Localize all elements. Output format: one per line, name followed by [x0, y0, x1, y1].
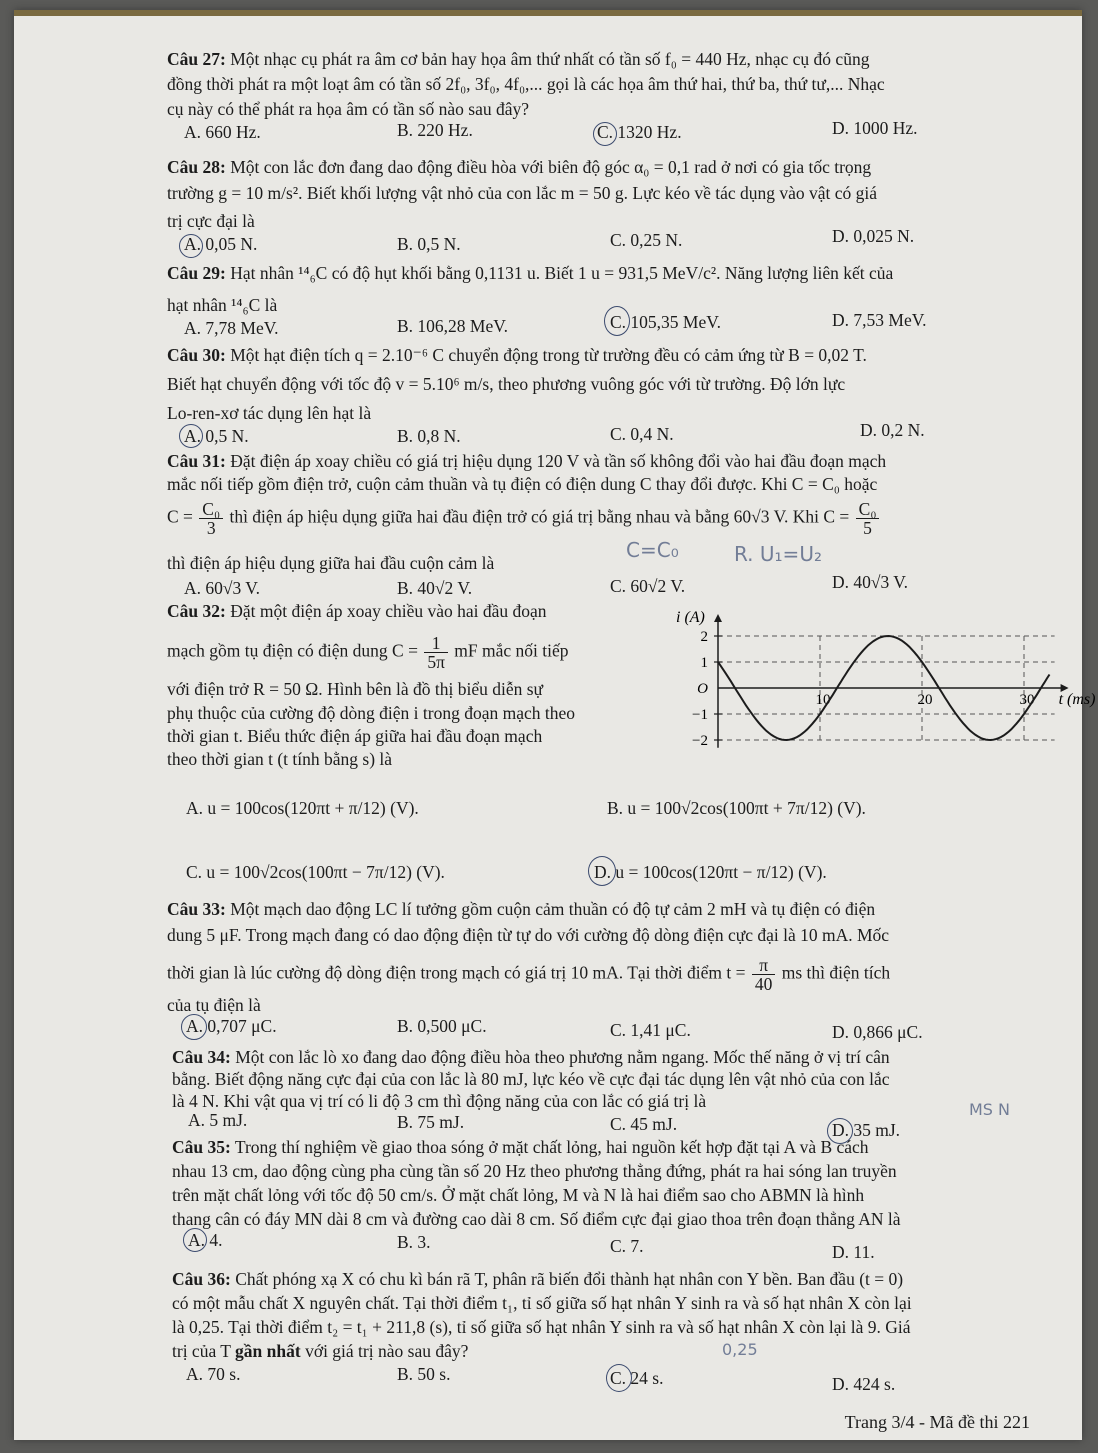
q35-option-a: A. 4. — [188, 1230, 223, 1250]
x-tick-label: 10 — [815, 692, 831, 708]
x-tick-label: 20 — [917, 692, 933, 708]
q31-line3: C = $\frac{\text{C₀}}{3}$ thì điện áp hiệu dụng giữa hai đầu điện trở có giá trị bằng nhau và bằng 60√3 V. Khi C = $\frac{\text{C₀}}{5}$ — [167, 500, 881, 537]
q33-line1: Câu 33: Một mạch dao động LC lí tưởng gồm cuộn cảm thuần có độ tự cảm 2 mH và tụ điện có điện — [167, 899, 876, 919]
q31-line2: mắc nối tiếp gồm điện trở, cuộn cảm thuần và tụ điện có điện dung C thay đổi được. Khi C = C₀ hoặc — [167, 474, 878, 494]
q31-line1: Câu 31: Đặt điện áp xoay chiều có giá trị hiệu dụng 120 V và tần số không đổi vào hai đầu đoạn mạch — [167, 451, 887, 471]
q35-option-d: D. 11. — [832, 1242, 875, 1262]
y-tick-label: 1 — [700, 655, 708, 671]
q32-option-a: A. u = 100cos(120πt + π/12) (V). — [186, 798, 419, 818]
q32-line3: với điện trở R = 50 Ω. Hình bên là đồ thị biểu diễn sự — [167, 679, 544, 699]
q34-option-c: C. 45 mJ. — [610, 1114, 678, 1134]
q30-option-b: B. 0,8 N. — [397, 426, 461, 446]
exam-page — [14, 10, 1096, 1440]
q31-option-d: D. 40√3 V. — [832, 572, 909, 592]
answer-circle-30 — [179, 424, 203, 448]
q28-option-b: B. 0,5 N. — [397, 234, 461, 254]
fraction-c0-5: $\frac{\text{C₀}}{5}$ — [856, 500, 880, 537]
q33-option-d: D. 0,866 μC. — [832, 1022, 923, 1042]
q28-line3: trị cực đại là — [167, 211, 255, 231]
y-axis-label: i (A) — [676, 609, 705, 626]
q29-line1: Câu 29: Hạt nhân ¹⁴₆C có độ hụt khối bằng 0,1131 u. Biết 1 u = 931,5 MeV/c². Năng lượng liên kết của — [167, 263, 894, 283]
q28-option-d: D. 0,025 N. — [832, 226, 915, 246]
handwritten-note: R. U₁=U₂ — [734, 542, 822, 566]
q32-line5: thời gian t. Biểu thức điện áp giữa hai đầu đoạn mạch — [167, 726, 543, 746]
q30-line2: Biết hạt chuyển động với tốc độ v = 5.10⁶ m/s, theo phương vuông góc với từ trường. Độ lớn lực — [167, 374, 846, 394]
q36-line2: có một mẫu chất X nguyên chất. Tại thời điểm t₁, tỉ số giữa số hạt nhân Y sinh ra và số hạt nhân X còn lại — [172, 1293, 912, 1313]
q36-option-a: A. 70 s. — [186, 1364, 241, 1384]
q31-option-a: A. 60√3 V. — [184, 578, 261, 598]
q29-option-d: D. 7,53 MeV. — [832, 310, 927, 330]
chart-axes — [714, 614, 1069, 748]
answer-circle-28 — [179, 234, 203, 258]
x-tick-label: 30 — [1019, 692, 1035, 708]
q32-option-d: D. u = 100cos(120πt − π/12) (V). — [594, 862, 827, 882]
q32-line6: theo thời gian t (t tính bằng s) là — [167, 749, 393, 769]
q32-line2: mạch gồm tụ điện có điện dung C = $\frac{1}{5\pi}$ mF mắc nối tiếp — [167, 633, 569, 672]
answer-circle-32 — [588, 856, 616, 886]
q34-option-a: A. 5 mJ. — [188, 1110, 248, 1130]
q33-option-a: A. 0,707 μC. — [186, 1016, 277, 1036]
q34-option-d: D. 35 mJ. — [832, 1120, 901, 1140]
q33-option-b: B. 0,500 μC. — [397, 1016, 487, 1036]
q30-line1: Câu 30: Một hạt điện tích q = 2.10⁻⁶ C chuyển động trong từ trường đều có cảm ứng từ B = 0,02 T. — [167, 345, 867, 365]
answer-circle-33 — [181, 1014, 207, 1040]
q35-line3: trên mặt chất lỏng với tốc độ 50 cm/s. Ở mặt chất lỏng, M và N là hai điểm sao cho ABMN là hình — [172, 1185, 865, 1205]
page-top-edge — [14, 10, 1082, 16]
q29-option-a: A. 7,78 MeV. — [184, 318, 279, 338]
current-vs-time-chart — [666, 608, 1096, 758]
q29-line2: hạt nhân ¹⁴₆C là — [167, 295, 278, 315]
q32-option-c: C. u = 100√2cos(100πt − 7π/12) (V). — [186, 862, 445, 882]
y-tick-label: −1 — [692, 707, 708, 723]
q36-line4: trị của T gần nhất với giá trị nào sau đây? — [172, 1341, 469, 1361]
q32-option-b: B. u = 100√2cos(100πt + 7π/12) (V). — [607, 798, 866, 818]
q34-line1: Câu 34: Một con lắc lò xo đang dao động điều hòa theo phương nằm ngang. Mốc thế năng ở vị trí cân — [172, 1047, 890, 1067]
page-footer: Trang 3/4 - Mã đề thi 221 — [844, 1412, 1030, 1432]
y-tick-label: −2 — [692, 733, 708, 749]
q32-line4: phụ thuộc của cường độ dòng điện i trong đoạn mạch theo — [167, 703, 576, 723]
q32-line1: Câu 32: Đặt một điện áp xoay chiều vào hai đầu đoạn — [167, 601, 547, 621]
q34-line2: bằng. Biết động năng cực đại của con lắc là 80 mJ, lực kéo về cực đại tác dụng lên vật nhỏ của con lắc — [172, 1069, 890, 1089]
q35-line2: nhau 13 cm, dao động cùng pha cùng tần số 20 Hz theo phương thẳng đứng, phát ra hai sóng lan truyền — [172, 1161, 897, 1181]
fraction-c0-3: $\frac{\text{C₀}}{3}$ — [199, 500, 223, 537]
y-tick-label: 2 — [700, 629, 708, 645]
q33-line3: thời gian là lúc cường độ dòng điện trong mạch có giá trị 10 mA. Tại thời điểm t = $\frac{\pi}{40}$ ms thì điện tích — [167, 955, 891, 994]
q30-option-a: A. 0,5 N. — [184, 426, 249, 446]
q33-line2: dung 5 μF. Trong mạch đang có dao động điện từ tự do với cường độ dòng điện cực đại là 10 mA. Mốc — [167, 925, 890, 945]
q30-option-c: C. 0,4 N. — [610, 424, 674, 444]
q28-line1: Câu 28: Một con lắc đơn đang dao động điều hòa với biên độ góc α₀ = 0,1 rad ở nơi có gia tốc trọng — [167, 157, 872, 177]
q30-option-d: D. 0,2 N. — [860, 420, 925, 440]
q33-option-c: C. 1,41 μC. — [610, 1020, 691, 1040]
answer-circle-35 — [183, 1228, 207, 1252]
q36-option-b: B. 50 s. — [397, 1364, 451, 1384]
answer-circle-36 — [606, 1364, 632, 1392]
q35-option-c: C. 7. — [610, 1236, 644, 1256]
q33-line4: của tụ điện là — [167, 995, 261, 1015]
y-axis-arrow — [714, 614, 722, 622]
q30-line3: Lo-ren-xơ tác dụng lên hạt là — [167, 403, 372, 423]
fraction-pi-40: $\frac{\pi}{40}$ — [752, 956, 776, 993]
q27-option-b: B. 220 Hz. — [397, 120, 473, 140]
q28-option-a: A. 0,05 N. — [184, 234, 258, 254]
q27-line3: cụ này có thể phát ra họa âm có tần số nào sau đây? — [167, 99, 530, 119]
q35-option-b: B. 3. — [397, 1232, 431, 1252]
q27-option-d: D. 1000 Hz. — [832, 118, 918, 138]
handwritten-note: 0,25 — [722, 1340, 758, 1359]
handwritten-note: MS N — [969, 1100, 1011, 1119]
q31-option-c: C. 60√2 V. — [610, 576, 686, 596]
q36-option-c: C. 24 s. — [610, 1368, 664, 1388]
chart-ticks — [692, 629, 1034, 749]
q29-option-b: B. 106,28 MeV. — [397, 316, 509, 336]
q35-line1: Câu 35: Trong thí nghiệm về giao thoa sóng ở mặt chất lỏng, hai nguồn kết hợp đặt tại A và B cách — [172, 1137, 869, 1157]
answer-circle-29 — [604, 306, 630, 336]
q36-option-d: D. 424 s. — [832, 1374, 896, 1394]
q27-line1: Câu 27: Một nhạc cụ phát ra âm cơ bản hay họa âm thứ nhất có tần số f₀ = 440 Hz, nhạc cụ đó cũng — [167, 49, 870, 69]
q28-line2: trường g = 10 m/s². Biết khối lượng vật nhỏ của con lắc m = 50 g. Lực kéo về tác dụng vào vật có giá — [167, 183, 878, 203]
q28-option-c: C. 0,25 N. — [610, 230, 683, 250]
q36-line1: Câu 36: Chất phóng xạ X có chu kì bán rã T, phân rã biến đổi thành hạt nhân con Y bền. Ban đầu (t = 0) — [172, 1269, 904, 1289]
q35-line4: thang cân có đáy MN dài 8 cm và đường cao dài 8 cm. Số điểm cực đại giao thoa trên đoạn thẳng AN là — [172, 1209, 901, 1229]
q31-line4: thì điện áp hiệu dụng giữa hai đầu cuộn cảm là — [167, 553, 495, 573]
q31-option-b: B. 40√2 V. — [397, 578, 473, 598]
x-axis-label: t (ms) — [1058, 691, 1096, 708]
q34-option-b: B. 75 mJ. — [397, 1112, 465, 1132]
q27-option-a: A. 660 Hz. — [184, 122, 261, 142]
q27-line2: đồng thời phát ra một loạt âm có tần số 2f₀, 3f₀, 4f₀,... gọi là các họa âm thứ hai, thứ ba, thứ tư,... Nhạc — [167, 74, 885, 94]
fraction-1-5pi: $\frac{1}{5\pi}$ — [424, 634, 448, 671]
answer-circle-27 — [593, 122, 617, 146]
q36-line3: là 0,25. Tại thời điểm t₂ = t₁ + 211,8 (s), tỉ số giữa số hạt nhân Y sinh ra và số hạt nhân X còn lại là 9. Giá — [172, 1317, 911, 1337]
q34-line3: là 4 N. Khi vật qua vị trí có li độ 3 cm thì động năng của con lắc có giá trị là — [172, 1091, 707, 1111]
handwritten-note: C=C₀ — [626, 538, 679, 562]
q27-option-c: C. 1320 Hz. — [597, 122, 682, 142]
y-tick-label: O — [697, 681, 708, 697]
q29-option-c: C. 105,35 MeV. — [610, 312, 722, 332]
